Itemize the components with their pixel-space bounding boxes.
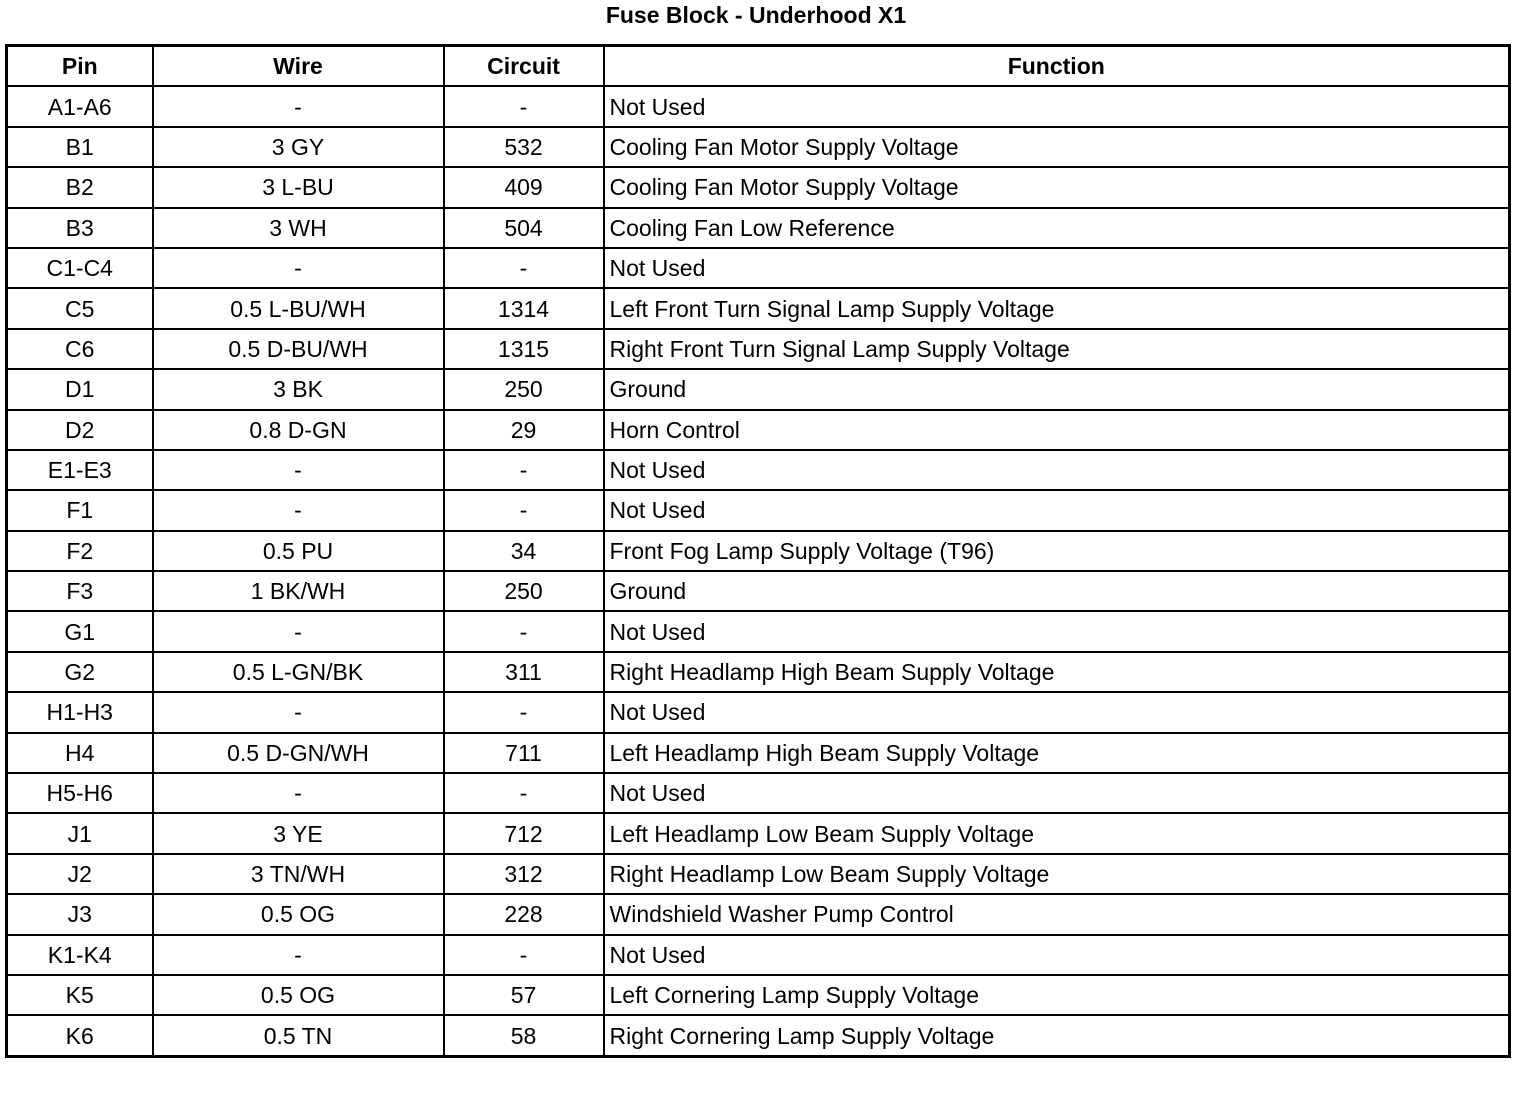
pin-cell: J1: [7, 813, 153, 853]
circuit-cell: -: [444, 773, 604, 813]
table-row: [7, 167, 1510, 207]
circuit-cell: 311: [444, 652, 604, 692]
circuit-cell: -: [444, 935, 604, 975]
pin-cell: J2: [7, 854, 153, 894]
function-cell: Right Front Turn Signal Lamp Supply Voltage: [604, 329, 1510, 369]
pin-cell: H1-H3: [7, 692, 153, 732]
wire-cell: -: [153, 450, 444, 490]
circuit-cell: -: [444, 450, 604, 490]
wire-cell: 1 BK/WH: [153, 571, 444, 611]
table-row: [7, 692, 1510, 732]
wire-cell: 3 L-BU: [153, 167, 444, 207]
pin-cell: K1-K4: [7, 935, 153, 975]
table-row: [7, 329, 1510, 369]
circuit-cell: 58: [444, 1015, 604, 1056]
wire-cell: -: [153, 490, 444, 530]
table-row: [7, 288, 1510, 328]
pin-cell: C1-C4: [7, 248, 153, 288]
wire-cell: 0.5 OG: [153, 894, 444, 934]
function-cell: Not Used: [604, 248, 1510, 288]
wire-cell: -: [153, 248, 444, 288]
circuit-cell: 228: [444, 894, 604, 934]
function-cell: Front Fog Lamp Supply Voltage (T96): [604, 531, 1510, 571]
table-row: [7, 935, 1510, 975]
circuit-cell: 312: [444, 854, 604, 894]
wire-cell: 3 YE: [153, 813, 444, 853]
table-row: [7, 652, 1510, 692]
pin-cell: K6: [7, 1015, 153, 1056]
wire-cell: 0.5 PU: [153, 531, 444, 571]
connector-pinout-table: [5, 44, 1511, 1058]
wire-cell: 0.5 L-BU/WH: [153, 288, 444, 328]
function-cell: Left Front Turn Signal Lamp Supply Voltage: [604, 288, 1510, 328]
wire-cell: -: [153, 935, 444, 975]
wire-cell: 0.5 L-GN/BK: [153, 652, 444, 692]
table-row: [7, 611, 1510, 651]
table-row: [7, 490, 1510, 530]
circuit-cell: 57: [444, 975, 604, 1015]
wire-cell: 3 TN/WH: [153, 854, 444, 894]
table-row: [7, 369, 1510, 409]
circuit-cell: -: [444, 611, 604, 651]
header-row: [7, 46, 1510, 87]
pin-cell: D1: [7, 369, 153, 409]
circuit-cell: 29: [444, 410, 604, 450]
table-row: [7, 1015, 1510, 1056]
table-row: [7, 86, 1510, 126]
wire-cell: 0.8 D-GN: [153, 410, 444, 450]
pin-cell: F3: [7, 571, 153, 611]
circuit-cell: -: [444, 490, 604, 530]
circuit-cell: 711: [444, 733, 604, 773]
function-cell: Cooling Fan Motor Supply Voltage: [604, 167, 1510, 207]
wire-cell: -: [153, 773, 444, 813]
function-cell: Ground: [604, 571, 1510, 611]
wire-cell: 0.5 D-GN/WH: [153, 733, 444, 773]
wire-cell: 0.5 D-BU/WH: [153, 329, 444, 369]
pin-cell: C6: [7, 329, 153, 369]
table-row: [7, 733, 1510, 773]
function-cell: Horn Control: [604, 410, 1510, 450]
circuit-cell: 532: [444, 127, 604, 167]
circuit-cell: 250: [444, 571, 604, 611]
function-cell: Not Used: [604, 773, 1510, 813]
table-row: [7, 531, 1510, 571]
circuit-cell: 504: [444, 208, 604, 248]
table-row: [7, 208, 1510, 248]
pin-cell: E1-E3: [7, 450, 153, 490]
function-cell: Not Used: [604, 611, 1510, 651]
wire-cell: -: [153, 86, 444, 126]
wire-cell: -: [153, 692, 444, 732]
header-pin: Pin: [7, 46, 153, 87]
table-row: [7, 127, 1510, 167]
pin-cell: B3: [7, 208, 153, 248]
pin-cell: J3: [7, 894, 153, 934]
pin-cell: C5: [7, 288, 153, 328]
pin-cell: D2: [7, 410, 153, 450]
function-cell: Left Headlamp Low Beam Supply Voltage: [604, 813, 1510, 853]
table-row: [7, 410, 1510, 450]
function-cell: Ground: [604, 369, 1510, 409]
function-cell: Right Headlamp Low Beam Supply Voltage: [604, 854, 1510, 894]
circuit-cell: -: [444, 86, 604, 126]
wire-cell: -: [153, 611, 444, 651]
function-cell: Not Used: [604, 935, 1510, 975]
wire-cell: 3 BK: [153, 369, 444, 409]
wire-cell: 3 GY: [153, 127, 444, 167]
circuit-cell: 1314: [444, 288, 604, 328]
function-cell: Left Cornering Lamp Supply Voltage: [604, 975, 1510, 1015]
pinout-rows: [7, 86, 1510, 1056]
wire-cell: 3 WH: [153, 208, 444, 248]
circuit-cell: 250: [444, 369, 604, 409]
table-row: [7, 854, 1510, 894]
table-row: [7, 975, 1510, 1015]
header-wire: Wire: [153, 46, 444, 87]
table-row: [7, 894, 1510, 934]
table-row: [7, 773, 1510, 813]
function-cell: Not Used: [604, 692, 1510, 732]
pin-cell: A1-A6: [7, 86, 153, 126]
table-title: Fuse Block - Underhood X1: [605, 2, 907, 28]
function-cell: Cooling Fan Low Reference: [604, 208, 1510, 248]
circuit-cell: -: [444, 248, 604, 288]
wire-cell: 0.5 TN: [153, 1015, 444, 1056]
table-row: [7, 813, 1510, 853]
function-cell: Not Used: [604, 450, 1510, 490]
pin-cell: F1: [7, 490, 153, 530]
wire-cell: 0.5 OG: [153, 975, 444, 1015]
function-cell: Left Headlamp High Beam Supply Voltage: [604, 733, 1510, 773]
pin-cell: F2: [7, 531, 153, 571]
circuit-cell: 712: [444, 813, 604, 853]
circuit-cell: 1315: [444, 329, 604, 369]
function-cell: Cooling Fan Motor Supply Voltage: [604, 127, 1510, 167]
function-cell: Right Cornering Lamp Supply Voltage: [604, 1015, 1510, 1056]
function-cell: Right Headlamp High Beam Supply Voltage: [604, 652, 1510, 692]
table-row: [7, 450, 1510, 490]
table-row: [7, 571, 1510, 611]
header-function: Function: [604, 46, 1510, 87]
pin-cell: H5-H6: [7, 773, 153, 813]
function-cell: Not Used: [604, 86, 1510, 126]
pin-cell: H4: [7, 733, 153, 773]
circuit-cell: 409: [444, 167, 604, 207]
function-cell: Windshield Washer Pump Control: [604, 894, 1510, 934]
pin-cell: G1: [7, 611, 153, 651]
function-cell: Not Used: [604, 490, 1510, 530]
table-row: [7, 248, 1510, 288]
header-circuit: Circuit: [444, 46, 604, 87]
pin-cell: B1: [7, 127, 153, 167]
circuit-cell: 34: [444, 531, 604, 571]
circuit-cell: -: [444, 692, 604, 732]
pin-cell: G2: [7, 652, 153, 692]
pin-cell: K5: [7, 975, 153, 1015]
pin-cell: B2: [7, 167, 153, 207]
